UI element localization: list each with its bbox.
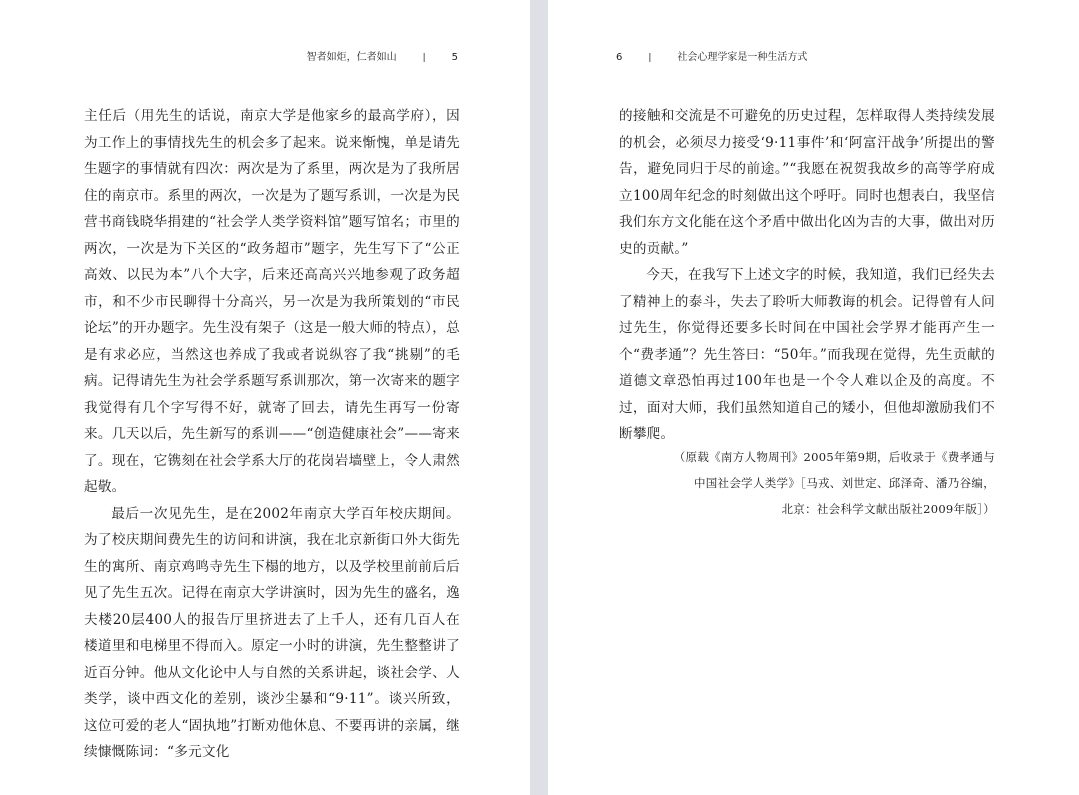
paragraph: 主任后（用先生的话说，南京大学是他家乡的最高学府），因为工作上的事情找先生的机会多了起来。说来惭愧，单是请先生题字的事情就有四次：两次是为了系里，两次是为了我所居住的南京市。系里的两次，一次是为了题写系训，一次是为民营书商钱晓华捐建的“社会学人类学资料馆”题写馆名；市里的两次，一次是为下关区的“政务超市”题字，先生写下了“公正高效、以民为本”八个大字，后来还高高兴兴地参观了政务超市，和不少市民聊得十分高兴，另一次是为我所策划的“市民论坛”的开办题字。先生没有架子（这是一般大师的特点），总是有求必应，当然这也养成了我或者说纵容了我“挑剔”的毛病。记得请先生为社会学系题写系训那次，第一次寄来的题字我觉得有几个字写得不好，就寄了回去，请先生再写一份寄来。几天以后，先生新写的系训——“创造健康社会”——寄来了。现在，它镌刻在社会学系大厅的花岗岩墙壁上，令人肃然起敬。 <box>84 108 460 495</box>
body-text-left <box>84 103 460 766</box>
paragraph: 的接触和交流是不可避免的历史过程，怎样取得人类持续发展的机会，必须尽力接受‘9·11事件’和‘阿富汗战争’所提出的警告，避免同归于尽的前途。”“我愿在祝贺我故乡的高等学府成立100周年纪念的时刻做出这个呼吁。同时也想表白，我坚信我们东方文化能在这个矛盾中做出化凶为吉的大事，做出对历史的贡献。” <box>619 108 995 257</box>
paragraph: 最后一次见先生，是在2002年南京大学百年校庆期间。为了校庆期间费先生的访问和讲演，我在北京新街口外大街先生的寓所、南京鸡鸣寺先生下榻的地方，以及学校里前前后后见了先生五次。记得在南京大学讲演时，因为先生的盛名，逸夫楼20层400人的报告厅里挤进去了上千人，还有几百人在楼道里和电梯里不得而入。原定一小时的讲演，先生整整讲了近百分钟。他从文化论中人与自然的关系讲起，谈社会学、人类学，谈中西文化的差别，谈沙尘暴和“9·11”。谈兴所致，这位可爱的老人“固执地”打断劝他休息、不要再讲的亲属，继续慷慨陈词：“多元文化 <box>84 505 460 760</box>
right-page <box>548 0 1079 795</box>
chapter-title: 智者如炬，仁者如山 <box>306 52 397 63</box>
header-separator: | <box>422 53 426 63</box>
citation-line: 北京：社会科学文献出版社2009年版］） <box>781 502 995 516</box>
paragraph: 今天，在我写下上述文字的时候，我知道，我们已经失去了精神上的泰斗，失去了聆听大师教诲的机会。记得曾有人问过先生，你觉得还要多长时间在中国社会学界才能再产生一个“费孝通”？先生答曰：“50年。”而我现在觉得，先生贡献的道德文章恐怕再过100年也是一个令人难以企及的高度。不过，面对大师，我们虽然知道自己的矮小，但他却激励我们不断攀爬。 <box>619 267 995 442</box>
citation-line: （原载《南方人物周刊》2005年第9期，后收录于《费孝通与 <box>673 450 995 464</box>
book-title: 社会心理学家是一种生活方式 <box>677 52 808 63</box>
citation-line: 中国社会学人类学》［马戎、刘世定、邱泽奇、潘乃谷编， <box>693 476 995 490</box>
header-separator: | <box>648 53 652 63</box>
body-text-right <box>619 103 995 448</box>
source-citation <box>615 444 995 522</box>
running-head-left <box>307 48 458 63</box>
running-head-right <box>616 48 807 63</box>
left-page <box>0 0 530 795</box>
page-number: 6 <box>616 52 623 63</box>
page-number: 5 <box>451 52 458 63</box>
